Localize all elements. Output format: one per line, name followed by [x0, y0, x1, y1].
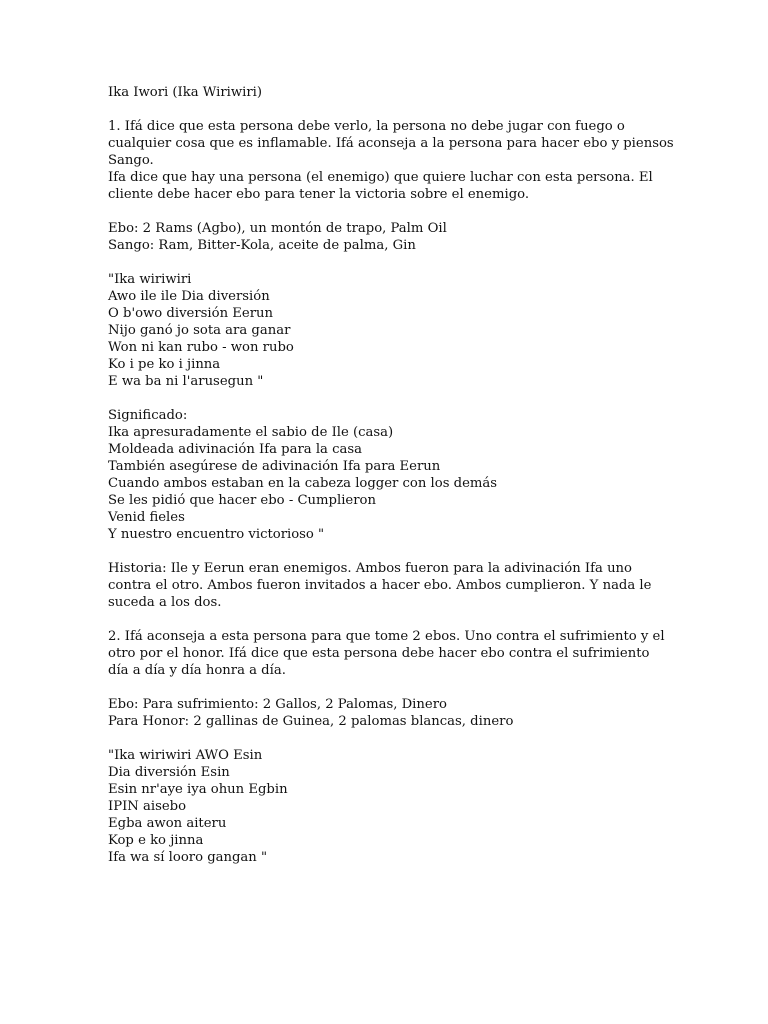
text-line: Ifa dice que hay una persona (el enemigo) que quiere luchar con esta persona. El [108, 170, 653, 185]
text-line: contra el otro. Ambos fueron invitados a hacer ebo. Ambos cumplieron. Y nada le [108, 578, 652, 593]
text-line: IPIN aisebo [108, 799, 187, 814]
text-line: Para Honor: 2 gallinas de Guinea, 2 palomas blancas, dinero [108, 714, 514, 729]
text-line: Kop e ko jinna [108, 833, 204, 848]
text-line: E wa ba ni l'arusegun " [108, 374, 264, 389]
text-line: Historia: Ile y Eerun eran enemigos. Ambos fueron para la adivinación Ifa uno [108, 561, 632, 576]
paragraph-gap [108, 730, 708, 747]
section-1-history [108, 560, 708, 611]
section-1-meaning [108, 407, 708, 543]
text-line: Sango: Ram, Bitter-Kola, aceite de palma, Gin [108, 238, 416, 253]
paragraph-gap [108, 101, 708, 118]
text-line: Y nuestro encuentro victorioso " [108, 527, 325, 542]
paragraph-gap [108, 390, 708, 407]
text-line: "Ika wiriwiri [108, 272, 192, 287]
text-line: Cuando ambos estaban en la cabeza logger con los demás [108, 476, 498, 491]
paragraph-gap [108, 679, 708, 696]
section-1-verse [108, 271, 708, 390]
text-line: También asegúrese de adivinación Ifa para Eerun [108, 459, 441, 474]
text-line: Esin nr'aye iya ohun Egbin [108, 782, 288, 797]
text-line: Ifa wa sí looro gangan " [108, 850, 268, 865]
paragraph-gap [108, 543, 708, 560]
document-page [108, 84, 708, 866]
text-line: Won ni kan rubo - won rubo [108, 340, 294, 355]
text-line: Significado: [108, 408, 188, 423]
text-line: Ika apresuradamente el sabio de Ile (casa) [108, 425, 394, 440]
section-2-paragraph [108, 628, 708, 679]
paragraph-gap [108, 203, 708, 220]
text-line: Dia diversión Esin [108, 765, 230, 780]
text-line: Ko i pe ko i jinna [108, 357, 221, 372]
text-line: Awo ile ile Dia diversión [108, 289, 270, 304]
text-line: cliente debe hacer ebo para tener la victoria sobre el enemigo. [108, 187, 530, 202]
paragraph-gap [108, 254, 708, 271]
text-line: Ebo: Para sufrimiento: 2 Gallos, 2 Palomas, Dinero [108, 697, 447, 712]
text-line: 1. Ifá dice que esta persona debe verlo, la persona no debe jugar con fuego o [108, 119, 625, 134]
text-line: Ika Iwori (Ika Wiriwiri) [108, 85, 263, 100]
paragraph-gap [108, 611, 708, 628]
text-line: Ebo: 2 Rams (Agbo), un montón de trapo, Palm Oil [108, 221, 447, 236]
title [108, 84, 708, 101]
text-line: cualquier cosa que es inflamable. Ifá aconseja a la persona para hacer ebo y piensos [108, 136, 674, 151]
section-1-paragraph [108, 118, 708, 203]
text-line: día a día y día honra a día. [108, 663, 286, 678]
section-1-ebo [108, 220, 708, 254]
text-line: O b'owo diversión Eerun [108, 306, 273, 321]
section-2-verse [108, 747, 708, 866]
section-2-ebo [108, 696, 708, 730]
text-line: 2. Ifá aconseja a esta persona para que tome 2 ebos. Uno contra el sufrimiento y el [108, 629, 665, 644]
text-line: Sango. [108, 153, 154, 168]
text-line: "Ika wiriwiri AWO Esin [108, 748, 263, 763]
text-line: otro por el honor. Ifá dice que esta persona debe hacer ebo contra el sufrimiento [108, 646, 650, 661]
text-line: Venid fieles [108, 510, 185, 525]
text-line: suceda a los dos. [108, 595, 222, 610]
text-line: Nijo ganó jo sota ara ganar [108, 323, 291, 338]
text-line: Se les pidió que hacer ebo - Cumplieron [108, 493, 376, 508]
text-line: Moldeada adivinación Ifa para la casa [108, 442, 362, 457]
text-line: Egba awon aiteru [108, 816, 227, 831]
